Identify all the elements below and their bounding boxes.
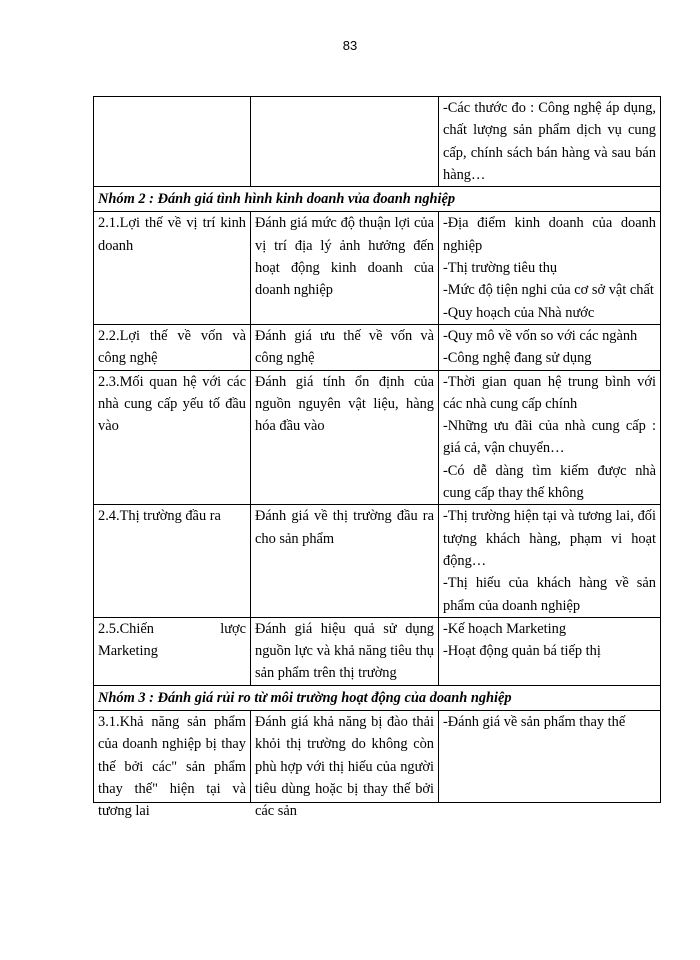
table-row [94,711,661,803]
description-cell [251,617,439,685]
indicator-cell [439,97,661,187]
indicator-line: -Kế hoạch Marketing [443,620,567,637]
indicator-line: -Công nghệ đang sử dụng [443,350,592,367]
indicator-cell [439,617,661,685]
description-cell [251,97,439,187]
table-row [94,212,661,324]
description-cell [251,711,439,820]
group-header-row [94,685,661,710]
indicator-line: -Hoạt động quản bá tiếp thị [443,643,601,660]
group-heading: Nhóm 2 : Đánh giá tình hình kinh doanh vủa đoanh nghiệp [94,187,661,212]
criteria-cell [94,324,251,370]
criteria-text: 2.3.Mối quan hệ với các nhà cung cấp yếu tố đầu vào [98,373,246,435]
indicator-cell [439,711,661,803]
indicator-cell [439,212,661,324]
indicator-line: -Thị trường tiêu thụ [443,260,558,277]
criteria-text: 2.4.Thị trường đầu ra [98,508,221,525]
criteria-cell [94,711,251,820]
description-cell [251,505,439,617]
group-heading: Nhóm 3 : Đánh giá rủi ro từ môi trường hoạt động của doanh nghiệp [94,685,661,710]
table-row [94,97,661,187]
indicator-line: -Đánh giá về sản phẩm thay thế [443,714,626,731]
table-row [94,370,661,505]
table-row [94,324,661,370]
criteria-cell [94,212,251,324]
indicator-line: -Thị trường hiện tại và tương lai, đối tượng khách hàng, phạm vi hoạt động… [443,508,656,569]
indicator-line: -Thị hiếu của khách hàng về sản phẩm của doanh nghiệp [443,575,656,614]
indicator-line: -Quy hoạch của Nhà nước [443,304,595,321]
indicator-cell [439,505,661,617]
indicator-line: -Quy mô về vốn so với các ngành [443,327,638,344]
description-text: Đánh giá mức độ thuận lợi của vị trí địa lý ảnh hưởng đến hoạt động kinh doanh của doanh nghiệp [255,215,434,299]
description-text: Đánh giá ưu thế về vốn và công nghệ [255,327,434,367]
table-row [94,617,661,685]
indicator-line: -Mức độ tiện nghi của cơ sở vật chất [443,282,654,299]
indicator-line: -Các thước đo : Công nghệ áp dụng, chất lượng sản phẩm dịch vụ cung cấp, chính sách bán hàng và sau bán hàng… [443,100,656,183]
description-text: Đánh giá về thị trường đầu ra cho sản phẩm [255,508,434,547]
evaluation-table [93,96,661,820]
criteria-text: 2.2.Lợi thế về vốn và công nghệ [98,327,246,367]
criteria-text: 2.5.Chiến lược Marketing [98,620,246,660]
table-row [94,505,661,617]
indicator-cell [439,324,661,370]
description-cell [251,212,439,324]
indicator-line: -Thời gian quan hệ trung bình với các nhà cung cấp chính [443,373,656,412]
criteria-cell [94,505,251,617]
description-text: Đánh giá khả năng bị đào thải khỏi thị trường do không còn phù hợp với thị hiếu của người tiêu dùng hoặc bị thay thế bởi các sản [255,714,434,820]
page-number: 83 [342,38,358,53]
indicator-line: -Địa điểm kinh doanh của doanh nghiệp [443,215,656,254]
criteria-text: 3.1.Khả năng sản phẩm của doanh nghiệp bị thay thế bởi các" sản phẩm thay thế" hiện tại và tương lai [98,714,246,820]
criteria-cell [94,370,251,505]
criteria-cell [94,97,251,187]
group-header-row [94,187,661,212]
description-cell [251,370,439,505]
description-text: Đánh giá tính ổn định của nguồn nguyên vật liệu, hàng hóa đầu vào [255,373,434,435]
criteria-text: 2.1.Lợi thế về vị trí kinh doanh [98,215,246,254]
description-text: Đánh giá hiệu quả sử dụng nguồn lực và khả năng tiêu thụ sản phẩm trên thị trường [255,620,434,682]
criteria-cell [94,617,251,685]
description-cell [251,324,439,370]
indicator-cell [439,370,661,505]
indicator-line: -Những ưu đãi của nhà cung cấp : giá cả, vận chuyển… [443,418,656,457]
indicator-line: -Có dễ dàng tìm kiếm được nhà cung cấp thay thế không [443,462,656,502]
